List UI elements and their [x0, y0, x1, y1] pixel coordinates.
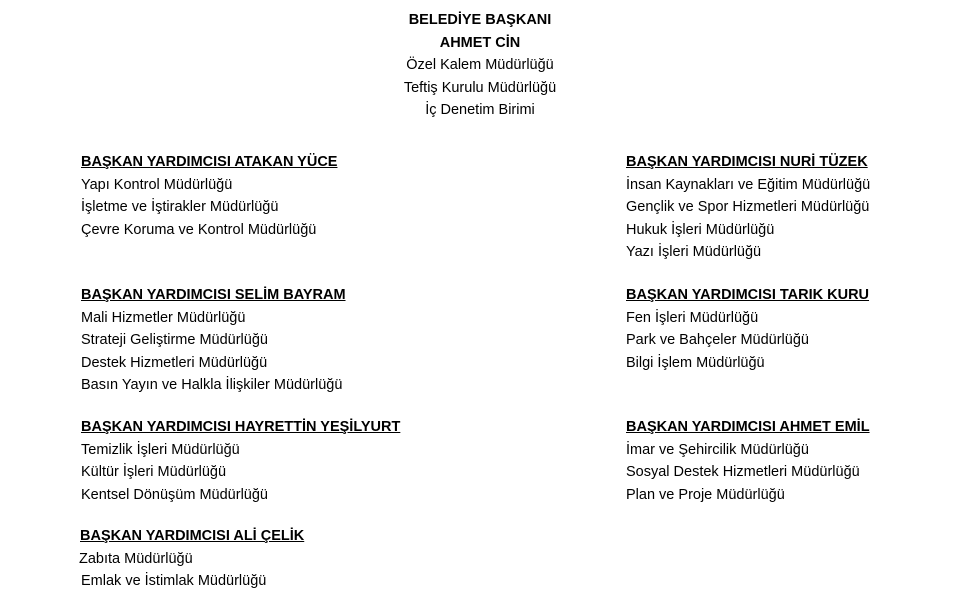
directorate-item: Strateji Geliştirme Müdürlüğü	[81, 332, 268, 348]
directorate-item: Basın Yayın ve Halkla İlişkiler Müdürlüğü	[81, 377, 343, 393]
mayor-unit: Teftiş Kurulu Müdürlüğü	[403, 79, 557, 96]
deputy-title: BAŞKAN YARDIMCISI NURİ TÜZEK	[626, 154, 868, 170]
mayor-title: BELEDİYE BAŞKANI	[408, 12, 552, 28]
deputy-title: BAŞKAN YARDIMCISI AHMET EMİL	[626, 419, 870, 435]
directorate-item: Plan ve Proje Müdürlüğü	[626, 486, 785, 503]
directorate-item: Yapı Kontrol Müdürlüğü	[81, 176, 233, 193]
directorate-item: Sosyal Destek Hizmetleri Müdürlüğü	[626, 464, 860, 480]
deputy-block-ali-celik	[80, 525, 304, 593]
deputy-block-nuri-tuzek	[626, 151, 870, 264]
deputy-title: BAŞKAN YARDIMCISI TARIK KURU	[626, 287, 870, 303]
directorate-item: İşletme ve İştirakler Müdürlüğü	[81, 199, 279, 215]
deputy-block-atakan-yuce	[81, 151, 337, 241]
directorate-item: Fen İşleri Müdürlüğü	[626, 309, 759, 326]
directorate-item: Gençlik ve Spor Hizmetleri Müdürlüğü	[626, 199, 870, 215]
deputy-block-selim-bayram	[81, 284, 346, 397]
mayor-unit: İç Denetim Birimi	[425, 102, 535, 118]
directorate-item: Yazı İşleri Müdürlüğü	[626, 244, 762, 260]
deputy-block-hayrettin-yesilyurt	[81, 416, 400, 506]
directorate-item: Kentsel Dönüşüm Müdürlüğü	[81, 486, 268, 503]
directorate-item: Park ve Bahçeler Müdürlüğü	[626, 332, 809, 348]
directorate-item: Destek Hizmetleri Müdürlüğü	[81, 354, 268, 371]
mayor-unit: Özel Kalem Müdürlüğü	[406, 57, 554, 73]
mayor-header	[0, 9, 960, 122]
deputy-title: BAŞKAN YARDIMCISI ALİ ÇELİK	[80, 528, 305, 544]
directorate-item: Kültür İşleri Müdürlüğü	[81, 464, 227, 480]
directorate-item: Zabıta Müdürlüğü	[79, 550, 193, 567]
deputy-title: BAŞKAN YARDIMCISI SELİM BAYRAM	[81, 287, 346, 303]
deputy-title: BAŞKAN YARDIMCISI HAYRETTİN YEŞİLYURT	[81, 419, 401, 435]
directorate-item: Mali Hizmetler Müdürlüğü	[81, 309, 246, 326]
deputy-block-ahmet-emil	[626, 416, 870, 506]
directorate-item: İmar ve Şehircilik Müdürlüğü	[626, 441, 809, 458]
directorate-item: Temizlik İşleri Müdürlüğü	[81, 441, 240, 458]
deputy-block-tarik-kuru	[626, 284, 869, 374]
directorate-item: Hukuk İşleri Müdürlüğü	[626, 221, 775, 238]
directorate-item: İnsan Kaynakları ve Eğitim Müdürlüğü	[626, 176, 871, 193]
deputy-title: BAŞKAN YARDIMCISI ATAKAN YÜCE	[81, 154, 338, 170]
directorate-item: Bilgi İşlem Müdürlüğü	[626, 354, 765, 371]
directorate-item: Emlak ve İstimlak Müdürlüğü	[81, 573, 267, 589]
directorate-item: Çevre Koruma ve Kontrol Müdürlüğü	[81, 221, 317, 238]
mayor-name: AHMET CİN	[439, 34, 521, 51]
